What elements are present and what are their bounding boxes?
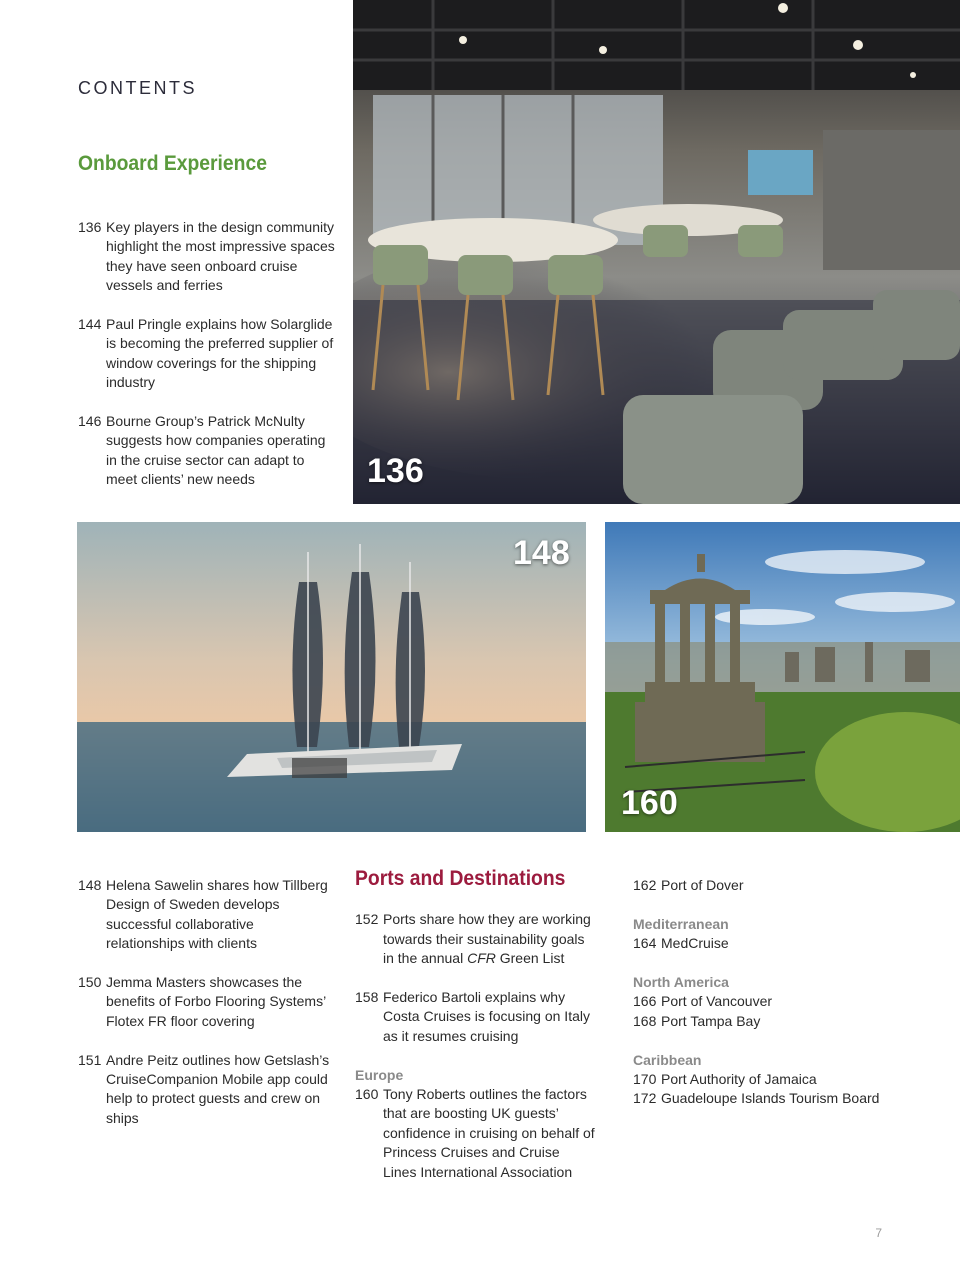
page-number: 7 <box>875 1226 882 1240</box>
toc-entry-162[interactable]: 162 Port of Dover <box>633 877 744 893</box>
ports-section-title: Ports and Destinations <box>355 867 566 890</box>
lab-interior-illustration <box>353 0 960 504</box>
toc-entry-172[interactable]: 172 Guadeloupe Islands Tourism Board <box>633 1090 880 1107</box>
region-caribbean: Caribbean <box>633 1051 702 1068</box>
ports-column <box>355 869 595 1182</box>
region-north-america: North America <box>633 974 729 990</box>
toc-entry-152[interactable]: 152 Ports share how they are working towards their sustainability goals in the annual CFR Green List <box>355 911 591 967</box>
toc-entry-160[interactable]: 160 Tony Roberts outlines the factors that are boosting UK guests’ confidence in cruising on behalf of Princess Cruises and Cruise Lines International Association <box>355 1086 595 1180</box>
photo-lab-interior[interactable] <box>353 0 960 504</box>
contents-label: CONTENTS <box>78 78 197 98</box>
toc-entry-158[interactable]: 158 Federico Bartoli explains why Costa Cruises is focusing on Italy as it resumes cruising <box>355 989 590 1044</box>
photo-number-136: 136 <box>367 452 424 490</box>
sailing-yacht-illustration <box>77 522 586 832</box>
photo-edinburgh-monument[interactable] <box>605 522 960 832</box>
toc-entry-170[interactable]: 170 Port Authority of Jamaica <box>633 1071 817 1088</box>
toc-entry-144[interactable]: 144 Paul Pringle explains how Solarglide is becoming the preferred supplier of window coverings for the shipping industry <box>78 316 334 391</box>
onboard-entries-bottom <box>78 876 336 1148</box>
toc-entry-168[interactable]: 168 Port Tampa Bay <box>633 1012 761 1029</box>
onboard-entries-top <box>78 218 336 509</box>
onboard-section-title: Onboard Experience <box>78 152 267 175</box>
toc-entry-166[interactable]: 166 Port of Vancouver <box>633 993 773 1010</box>
toc-entry-136[interactable]: 136 Key players in the design community highlight the most impressive spaces they have seen onboard cruise vessels and ferries <box>78 219 335 294</box>
region-mediterranean: Mediterranean <box>633 915 729 932</box>
photo-sailing-yacht[interactable] <box>77 522 586 832</box>
region-europe: Europe <box>355 1066 404 1083</box>
toc-entry-150[interactable]: 150 Jemma Masters showcases the benefits of Forbo Flooring Systems’ Flotex FR floor covering <box>78 974 326 1029</box>
photo-number-160: 160 <box>621 784 678 822</box>
toc-entry-164[interactable]: 164 MedCruise <box>633 935 729 952</box>
toc-entry-146[interactable]: 146 Bourne Group’s Patrick McNulty suggests how companies operating in the cruise sector can adapt to meet clients’ new needs <box>78 413 326 488</box>
ports-column-continued <box>633 876 893 1109</box>
photo-number-148: 148 <box>513 534 570 572</box>
toc-entry-148[interactable]: 148 Helena Sawelin shares how Tillberg Design of Sweden develops successful collaborative relationships with clients <box>78 877 328 952</box>
toc-entry-151[interactable]: 151 Andre Peitz outlines how Getslash’s CruiseCompanion Mobile app could help to protect guests and crew on ships <box>78 1051 330 1126</box>
